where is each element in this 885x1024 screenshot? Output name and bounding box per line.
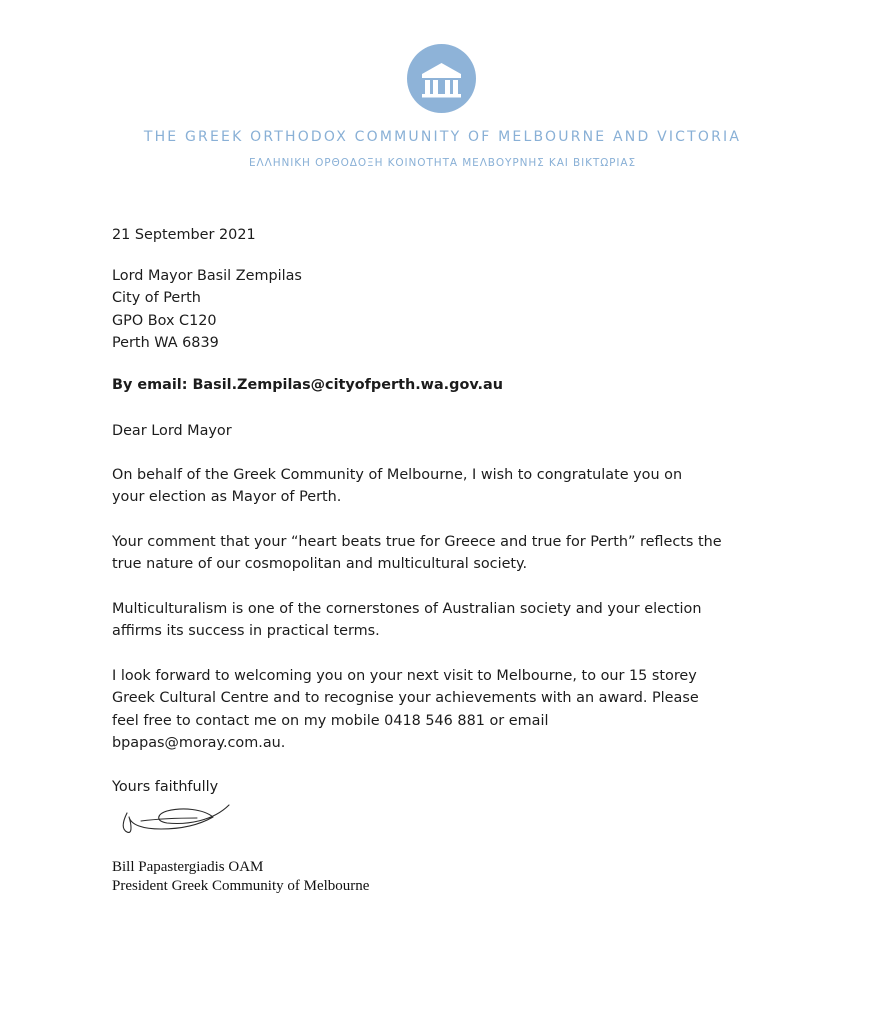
recipient-line: City of Perth: [112, 290, 201, 307]
paragraph-line: affirms its success in practical terms.: [112, 623, 380, 640]
paragraph-line: I look forward to welcoming you on your next visit to Melbourne, to our 15 storey: [112, 668, 697, 684]
paragraph-3: [112, 598, 752, 643]
salutation: [112, 420, 752, 442]
paragraph-2: [112, 531, 752, 576]
paragraph-1: [112, 464, 752, 509]
closing-text: Yours faithfully: [112, 779, 219, 795]
temple-logo-graphic: [407, 44, 476, 113]
org-name-greek: ΕΛΛΗΝΙΚΗ ΟΡΘΟΔΟΞΗ ΚΟΙΝΟΤΗΤΑ ΜΕΛΒΟΥΡΝΗΣ ΚΑΙ ΒΙΚΤΩΡΙΑΣ: [249, 157, 636, 169]
paragraph-line: Your comment that your “heart beats true for Greece and true for Perth” reflects the: [112, 534, 722, 550]
date-text: 21 September 2021: [112, 227, 256, 243]
email-text: By email: Basil.Zempilas@cityofperth.wa.gov.au: [112, 377, 503, 393]
paragraph-line: On behalf of the Greek Community of Melbourne, I wish to congratulate you on: [112, 467, 683, 483]
recipient-line: Lord Mayor Basil Zempilas: [112, 268, 302, 284]
signature-icon: [117, 799, 237, 841]
paragraph-line: your election as Mayor of Perth.: [112, 489, 342, 506]
recipient-line: Perth WA 6839: [112, 335, 219, 352]
closing: [112, 776, 752, 798]
signatory-title: President Greek Community of Melbourne: [112, 878, 370, 894]
paragraph-4: [112, 665, 752, 755]
email-line: [112, 374, 752, 396]
org-name-english: THE GREEK ORTHODOX COMMUNITY OF MELBOURNE AND VICTORIA: [143, 129, 742, 145]
paragraph-line: Greek Cultural Centre and to recognise your achievements with an award. Please: [112, 690, 699, 707]
signatory-name: Bill Papastergiadis OAM: [112, 859, 264, 875]
recipient-address: [112, 265, 752, 355]
paragraph-line: Multiculturalism is one of the cornerstones of Australian society and your election: [112, 601, 702, 617]
temple-icon: [407, 44, 476, 113]
signatory-block: [112, 858, 369, 896]
paragraph-line: bpapas@moray.com.au.: [112, 735, 286, 752]
paragraph-line: true nature of our cosmopolitan and multicultural society.: [112, 556, 528, 573]
letter-date: [112, 224, 752, 246]
recipient-line: GPO Box C120: [112, 312, 217, 329]
salutation-text: Dear Lord Mayor: [112, 423, 232, 439]
paragraph-line: feel free to contact me on my mobile 0418 546 881 or email: [112, 712, 549, 729]
